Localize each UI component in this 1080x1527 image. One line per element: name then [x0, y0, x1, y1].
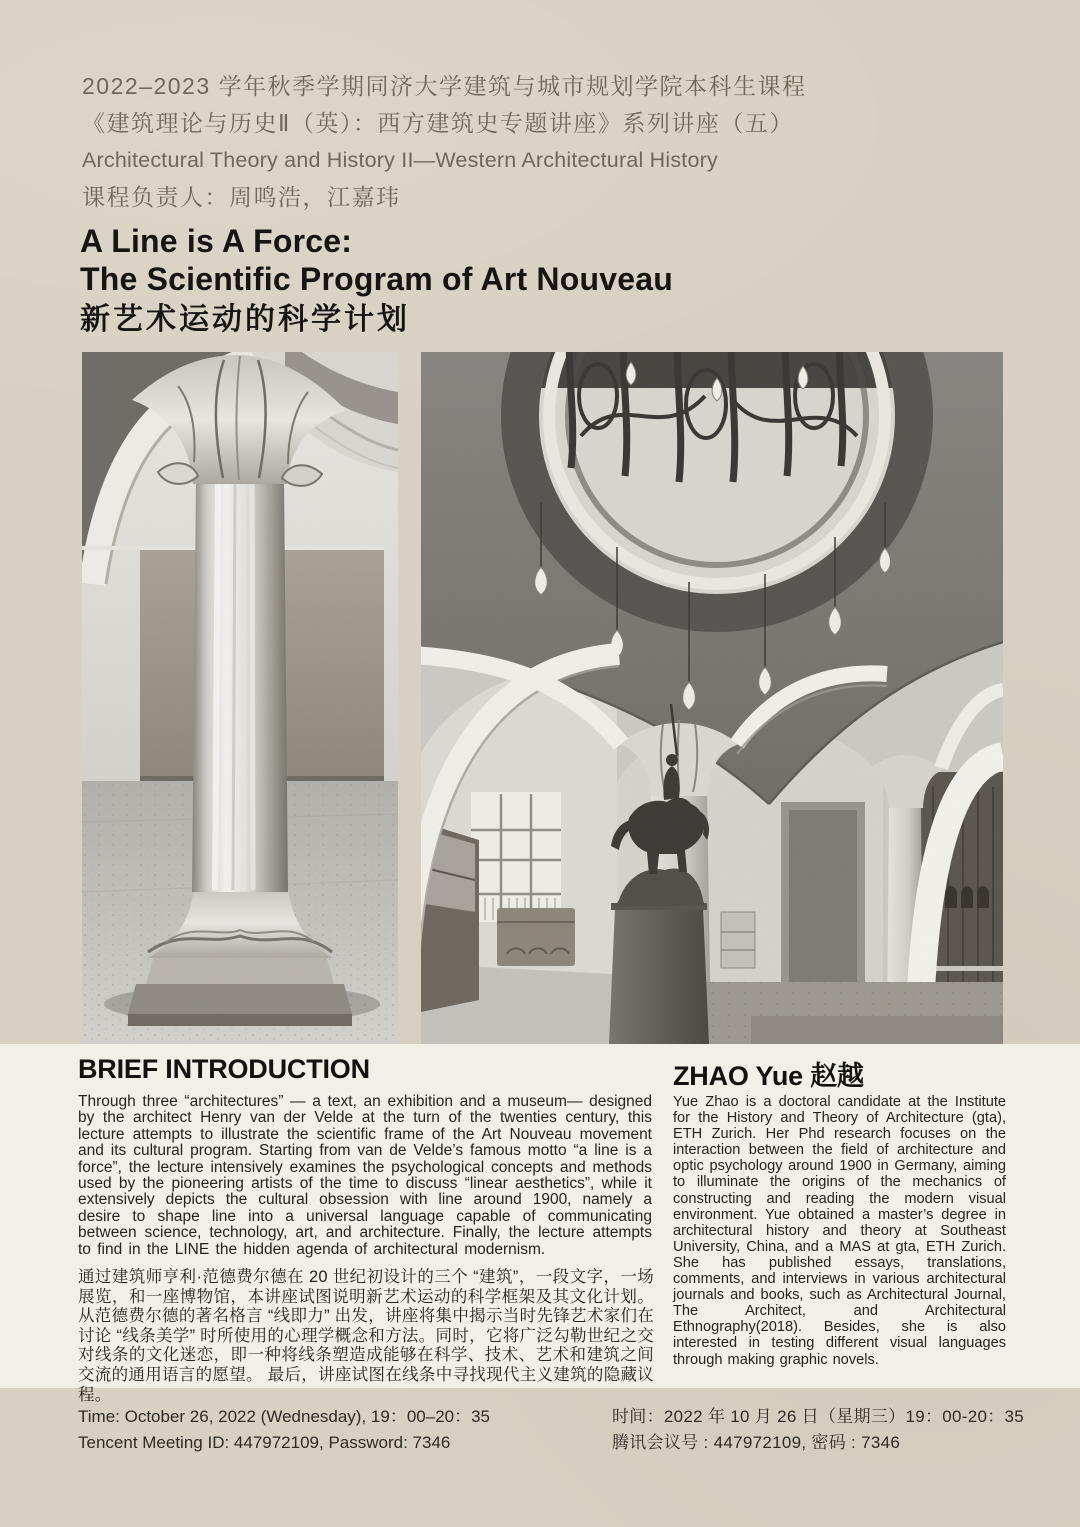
course-header-line-4: 课程负责人：周鸣浩，江嘉玮 — [82, 184, 401, 210]
footer-time-zh: 时间：2022 年 10 月 26 日（星期三）19：00-20：35 — [612, 1407, 1025, 1426]
footer-time-en: Time: October 26, 2022 (Wednesday), 19：00–20：35 — [78, 1407, 491, 1426]
lecture-title — [80, 222, 673, 342]
footer-en — [78, 1404, 490, 1456]
speaker-heading: ZHAO Yue 赵越 — [673, 1061, 864, 1091]
museum-photo-graphic — [421, 352, 1003, 1044]
course-header-line-3: Architectural Theory and History II—Western Architectural History — [82, 148, 718, 172]
course-header — [82, 68, 807, 216]
column-photo-graphic — [82, 352, 398, 1044]
brief-introduction-heading: BRIEF INTRODUCTION — [78, 1054, 370, 1084]
lecture-title-en-line-2: The Scientific Program of Art Nouveau — [80, 261, 673, 297]
footer-meeting-zh: 腾讯会议号 : 447972109, 密码 : 7346 — [612, 1433, 901, 1452]
brief-introduction-paragraph-zh: 通过建筑师亨利·范德费尔德在 20 世纪初设计的三个 “建筑”，一段文字，一场展览，和一座博物馆，本讲座试图说明新艺术运动的科学框架及其文化计划。从范德费尔德的著名格言 “线即力” 出发，讲座将集中揭示当时先锋艺术家们在讨论 “线条美学” 时所使用的心理学概念和方法。同时，它将广泛勾勒世纪之交对线条的文化迷恋，即一种将线条塑造成能够在科学、技术、艺术和建筑之间交流的通用语言的愿望。 最后，讲座试图在线条中寻找现代主义建筑的隐藏议程。 — [78, 1268, 654, 1404]
brief-introduction-paragraph-en: Through three “architectures” — a text, an exhibition and a museum— designed by the architect Henry van der Velde at the turn of the twenties century, this lecture attempts to illustrate the scientific frame of the Art Nouveau movement and its cultural program. Starting from van de Velde’s famous motto “a line is a force”, the lecture intensively examines the psychological concepts and methods used by the pioneering artists of the time to discuss “linear aesthetics”, while it extensively depicts the cultural obsession with line around 1900, namely a desire to shape line into a universal language capable of communicating between science, technology, art, and architecture. Finally, the lecture attempts to find in the LINE the hidden agenda of architectural modernism. — [78, 1093, 652, 1258]
museum-interior-photo — [421, 352, 1003, 1044]
art-nouveau-column-photo — [82, 352, 398, 1044]
lecture-title-zh: 新艺术运动的科学计划 — [80, 303, 410, 336]
course-header-line-1: 2022–2023 学年秋季学期同济大学建筑与城市规划学院本科生课程 — [82, 73, 807, 99]
lecture-title-en-line-1: A Line is A Force: — [80, 223, 353, 259]
footer-zh — [612, 1404, 1024, 1456]
footer-meeting-en: Tencent Meeting ID: 447972109, Password: 7346 — [78, 1433, 451, 1452]
course-header-line-2: 《建筑理论与历史Ⅱ（英）：西方建筑史专题讲座》系列讲座（五） — [82, 110, 794, 136]
speaker-bio: Yue Zhao is a doctoral candidate at the Institute for the History and Theory of Architecture (gta), ETH Zurich. Her Phd research focuses on the interaction between the field of architecture and optic psychology around 1900 in Germany, aiming to illuminate the origins of the mechanics of constructing and reading the modern visual environment. Yue obtained a master’s degree in architectural history and theory at Southeast University, China, and a MAS at gta, ETH Zurich. She has published essays, translations, comments, and interviews in various architectural journals and books, such as Architectural Journal, The Architect, and Architectural Ethnography(2018). Besides, she is also interested in testing different visual languages through making graphic novels. — [673, 1094, 1006, 1368]
